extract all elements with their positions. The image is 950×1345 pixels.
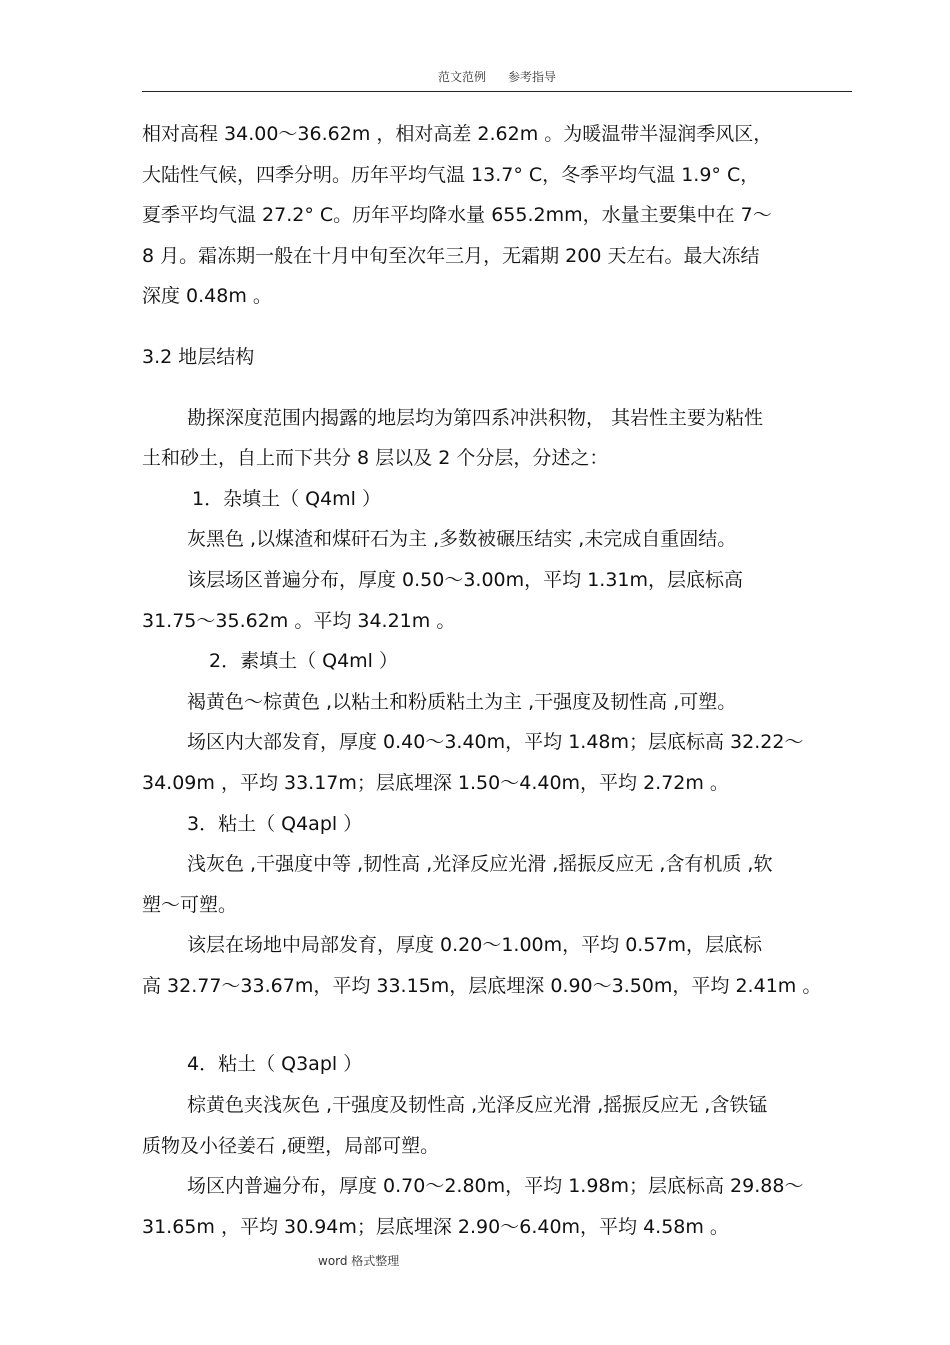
paragraph-line: 深度 0.48m 。 <box>142 285 272 308</box>
document-body <box>142 114 854 1247</box>
paragraph-line: 场区内普遍分布，厚度 0.70～2.80m，平均 1.98m；层底标高 29.88～ <box>187 1175 804 1198</box>
paragraph-line: 场区内大部发育，厚度 0.40～3.40m，平均 1.48m；层底标高 32.22～ <box>187 731 804 754</box>
paragraph-line: 34.09m ，平均 33.17m；层底埋深 1.50～4.40m，平均 2.72m 。 <box>142 771 729 794</box>
header-left-text: 范文范例 <box>437 70 486 84</box>
paragraph-line: 褐黄色～棕黄色 ,以粘土和粉质粘土为主 ,干强度及韧性高 ,可塑。 <box>187 690 737 713</box>
paragraph-line: 塑～可塑。 <box>142 893 238 916</box>
layer-heading-3: 3．粘土（ Q4apl ） <box>187 812 363 835</box>
paragraph-line: 31.65m ，平均 30.94m；层底埋深 2.90～6.40m，平均 4.58m 。 <box>142 1215 729 1238</box>
header-right-text: 参考指导 <box>508 70 557 84</box>
page-footer: word 格式整理 <box>318 1254 400 1268</box>
paragraph-line: 31.75～35.62m 。平均 34.21m 。 <box>142 609 456 632</box>
paragraph-line: 质物及小径姜石 ,硬塑，局部可塑。 <box>142 1134 440 1157</box>
paragraph-line: 夏季平均气温 27.2° C。历年平均降水量 655.2mm，水量主要集中在 7～ <box>142 204 772 227</box>
paragraph-line: 棕黄色夹浅灰色 ,干强度及韧性高 ,光泽反应光滑 ,摇振反应无 ,含铁锰 <box>187 1094 768 1117</box>
paragraph-line: 勘探深度范围内揭露的地层均为第四系冲洪积物， 其岩性主要为粘性 <box>187 406 764 429</box>
paragraph-line: 8 月。霜冻期一般在十月中旬至次年三月，无霜期 200 天左右。最大冻结 <box>142 244 760 267</box>
layer-heading-4: 4．粘土（ Q3apl ） <box>187 1053 363 1076</box>
layer-heading-1: 1．杂填土（ Q4ml ） <box>192 487 381 510</box>
paragraph-line: 该层在场地中局部发育，厚度 0.20～1.00m，平均 0.57m，层底标 <box>187 934 763 957</box>
paragraph-line: 大陆性气候，四季分明。历年平均气温 13.7° C，冬季平均气温 1.9° C， <box>142 163 760 186</box>
layer-heading-2: 2．素填土（ Q4ml ） <box>209 650 398 673</box>
header-divider <box>142 91 852 92</box>
paragraph-line: 灰黑色 ,以煤渣和煤矸石为主 ,多数被碾压结实 ,未完成自重固结。 <box>187 528 737 551</box>
paragraph-line: 土和砂土，自上而下共分 8 层以及 2 个分层，分述之： <box>142 447 609 470</box>
page-header <box>142 68 852 85</box>
paragraph-line: 相对高程 34.00～36.62m ，相对高差 2.62m 。为暖温带半湿润季风区， <box>142 123 773 145</box>
section-heading: 3.2 地层结构 <box>142 345 255 368</box>
paragraph-line: 浅灰色 ,干强度中等 ,韧性高 ,光泽反应光滑 ,摇振反应无 ,含有机质 ,软 <box>187 853 773 876</box>
paragraph-line: 该层场区普遍分布，厚度 0.50～3.00m，平均 1.31m，层底标高 <box>187 568 744 591</box>
paragraph-line: 高 32.77～33.67m，平均 33.15m，层底埋深 0.90～3.50m，平均 2.41m 。 <box>142 974 822 997</box>
